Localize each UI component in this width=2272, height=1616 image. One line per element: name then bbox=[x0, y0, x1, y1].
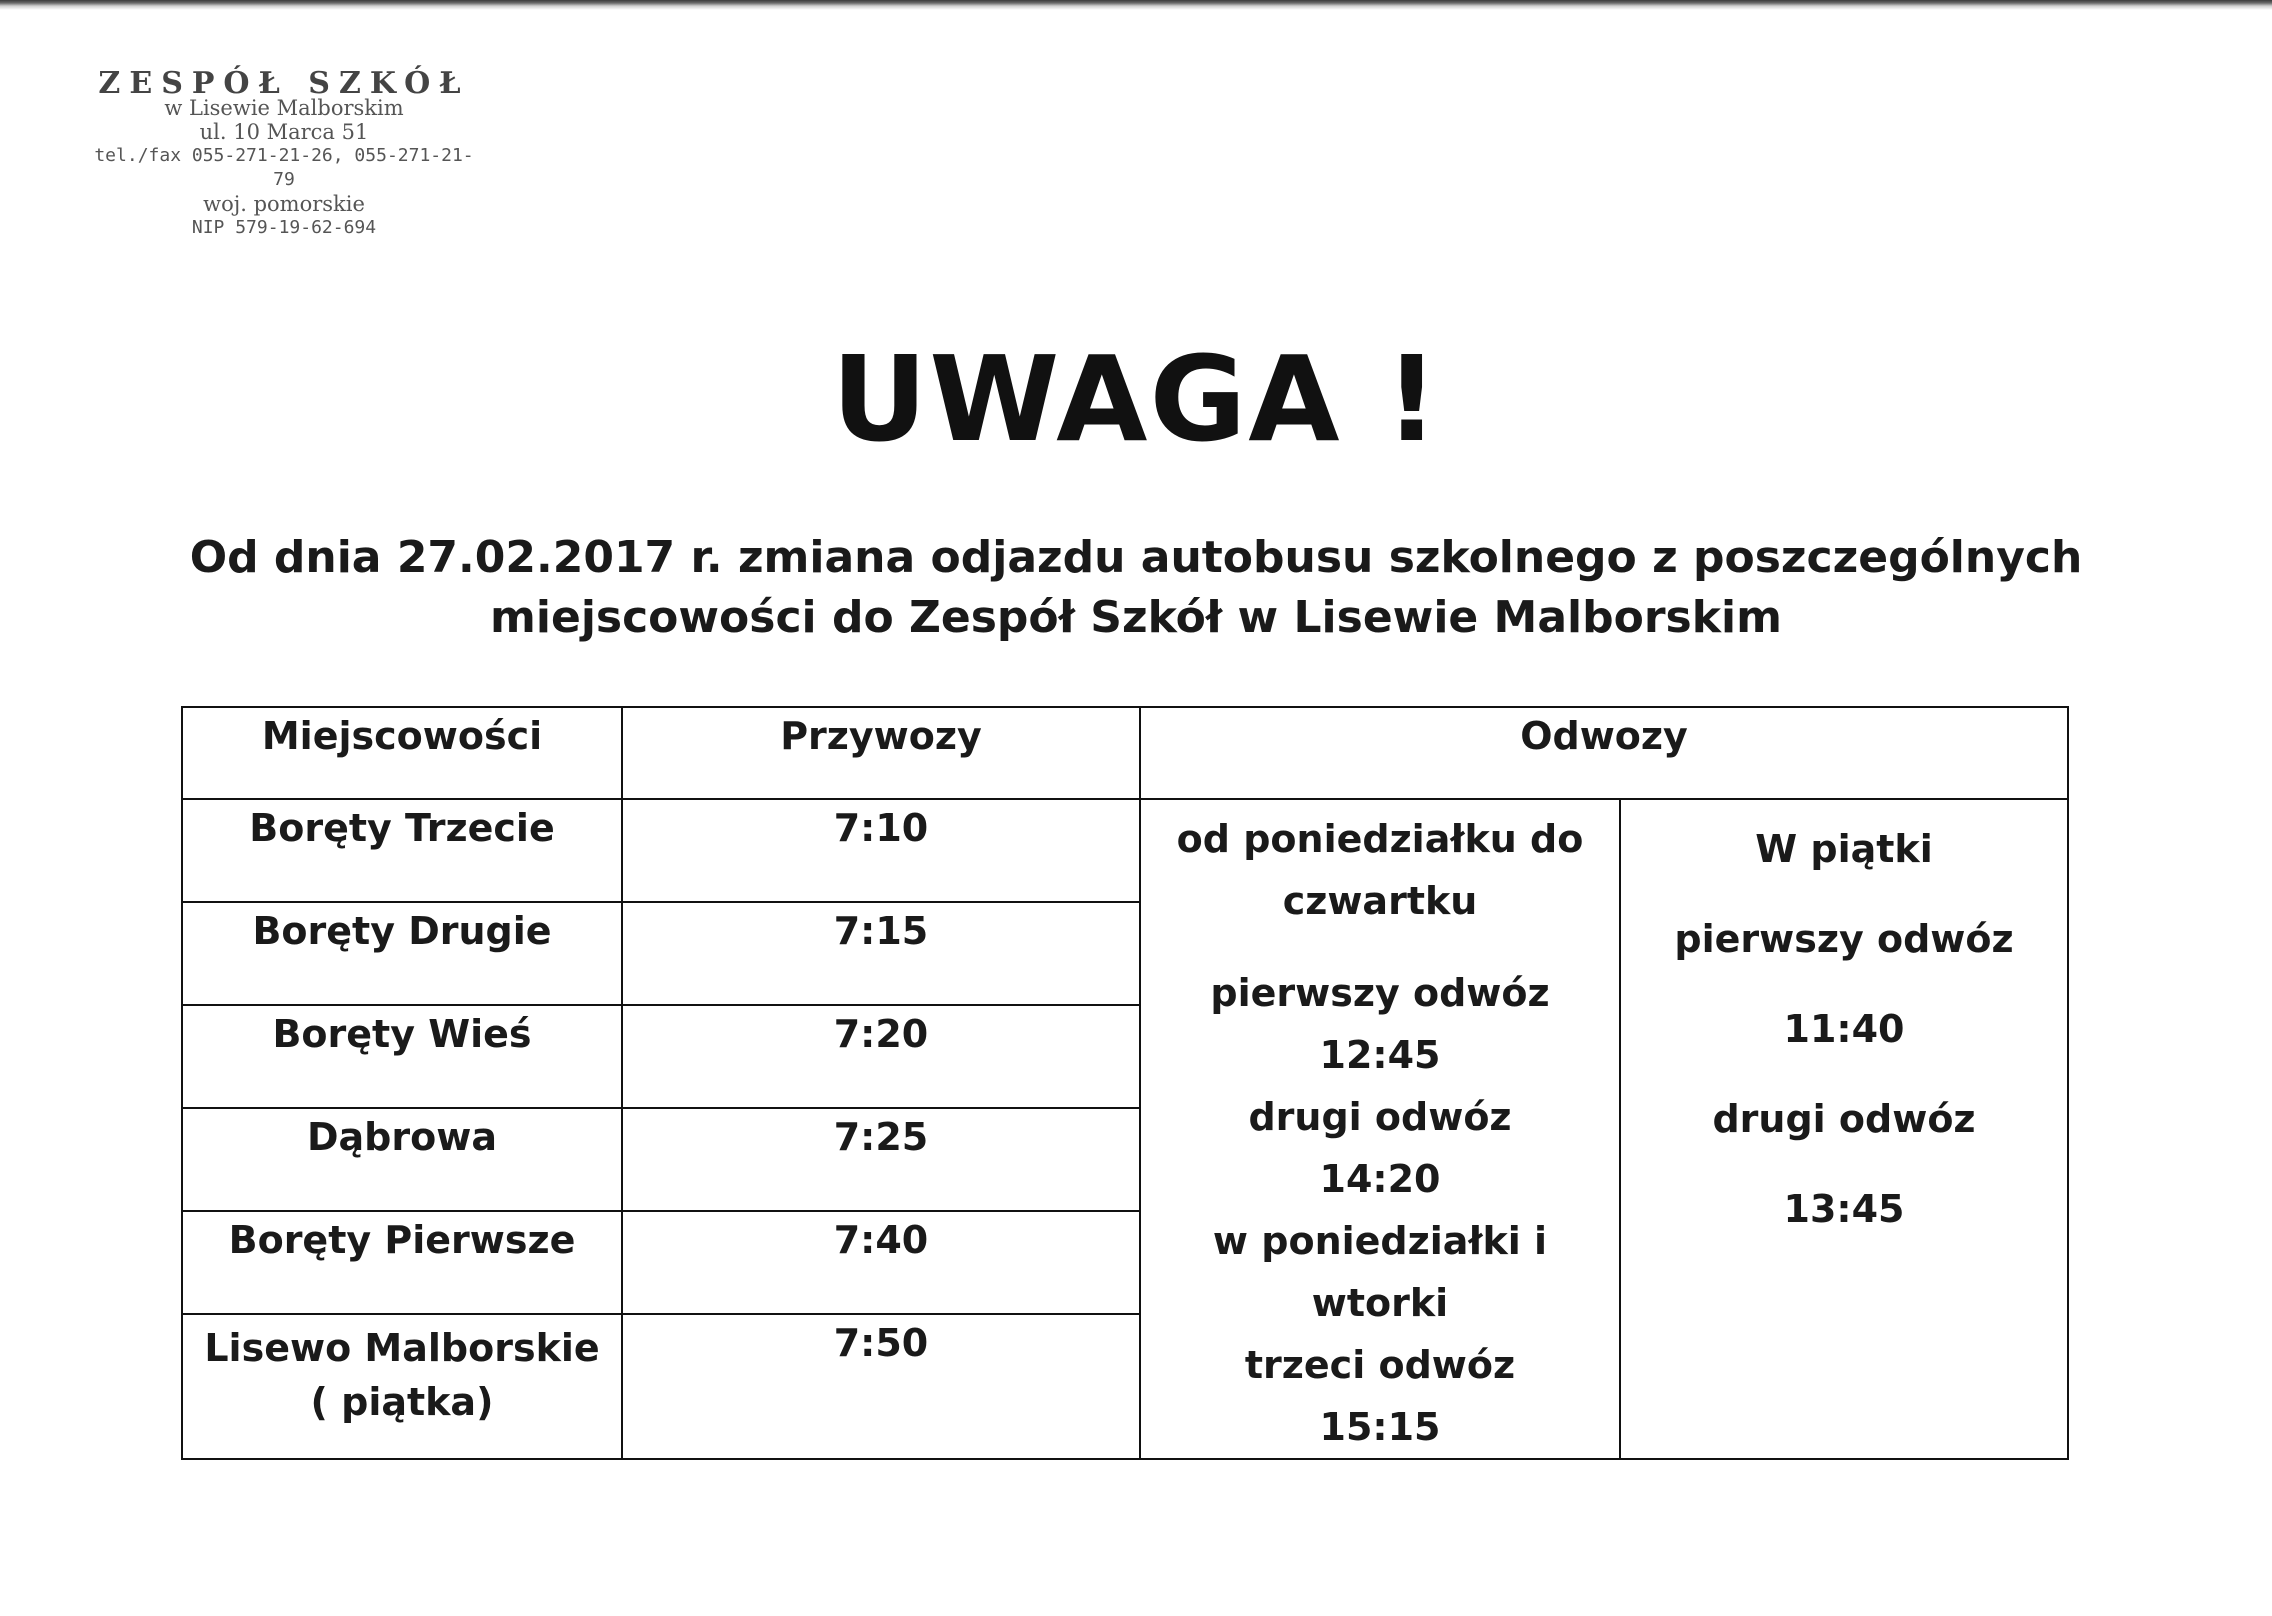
departure-time: 11:40 bbox=[1783, 1007, 1905, 1051]
stamp-line: ul. 10 Marca 51 bbox=[199, 120, 369, 144]
scan-edge bbox=[0, 0, 2272, 10]
departure-label: drugi odwóz bbox=[1712, 1097, 1976, 1141]
arrival-time-cell: 7:15 bbox=[622, 902, 1140, 1005]
departure-time: 15:15 bbox=[1319, 1405, 1441, 1449]
header-places: Miejscowości bbox=[182, 707, 622, 799]
departure-label: trzeci odwóz bbox=[1244, 1343, 1516, 1387]
departure-note: w poniedziałki i wtorki bbox=[1212, 1219, 1548, 1325]
arrival-time-cell: 7:25 bbox=[622, 1108, 1140, 1211]
weekday-departures-cell bbox=[1140, 799, 1620, 1459]
arrival-time-cell: 7:20 bbox=[622, 1005, 1140, 1108]
place-cell: Boręty Trzecie bbox=[182, 799, 622, 902]
bus-schedule-table bbox=[181, 706, 2069, 1460]
departure-time: 13:45 bbox=[1783, 1187, 1905, 1231]
departure-label: drugi odwóz bbox=[1248, 1095, 1512, 1139]
place-cell: Boręty Pierwsze bbox=[182, 1211, 622, 1314]
place-cell: Boręty Drugie bbox=[182, 902, 622, 1005]
stamp-line: woj. pomorskie bbox=[203, 192, 365, 216]
departure-label: pierwszy odwóz bbox=[1210, 971, 1550, 1015]
arrival-time-cell: 7:40 bbox=[622, 1211, 1140, 1314]
weekday-heading: czwartku bbox=[1282, 879, 1478, 923]
arrival-time-cell: 7:10 bbox=[622, 799, 1140, 902]
notice-subtitle bbox=[180, 528, 2092, 648]
departure-time: 14:20 bbox=[1319, 1157, 1441, 1201]
stamp-line: tel./fax 055-271-21-26, 055-271-21-79 bbox=[94, 145, 474, 190]
subtitle-line: Od dnia 27.02.2017 r. zmiana odjazdu autobusu szkolnego z poszczególnych bbox=[189, 532, 2083, 583]
subtitle-line: miejscowości do Zespół Szkół w Lisewie Malborskim bbox=[490, 592, 1782, 643]
stamp-title: ZESPÓŁ SZKÓŁ bbox=[98, 66, 470, 101]
place-line: ( piątka) bbox=[310, 1379, 494, 1424]
place-cell bbox=[182, 1314, 622, 1459]
header-departures: Odwozy bbox=[1140, 707, 2068, 799]
stamp-line: NIP 579-19-62-694 bbox=[191, 217, 377, 238]
page-title: UWAGA ! bbox=[831, 330, 1441, 468]
weekday-heading: od poniedziałku do bbox=[1176, 817, 1584, 861]
table-header-row bbox=[182, 707, 2068, 799]
friday-departures-cell bbox=[1620, 799, 2068, 1459]
place-cell: Dąbrowa bbox=[182, 1108, 622, 1211]
departure-label: pierwszy odwóz bbox=[1674, 917, 2014, 961]
friday-heading: W piątki bbox=[1755, 827, 1933, 871]
place-line: Lisewo Malborskie bbox=[204, 1325, 600, 1370]
table-row bbox=[182, 799, 2068, 902]
stamp-line: w Lisewie Malborskim bbox=[164, 96, 404, 120]
header-arrivals: Przywozy bbox=[622, 707, 1140, 799]
departure-time: 12:45 bbox=[1319, 1033, 1441, 1077]
place-cell: Boręty Wieś bbox=[182, 1005, 622, 1108]
school-stamp bbox=[94, 66, 474, 240]
arrival-time-cell: 7:50 bbox=[622, 1314, 1140, 1459]
